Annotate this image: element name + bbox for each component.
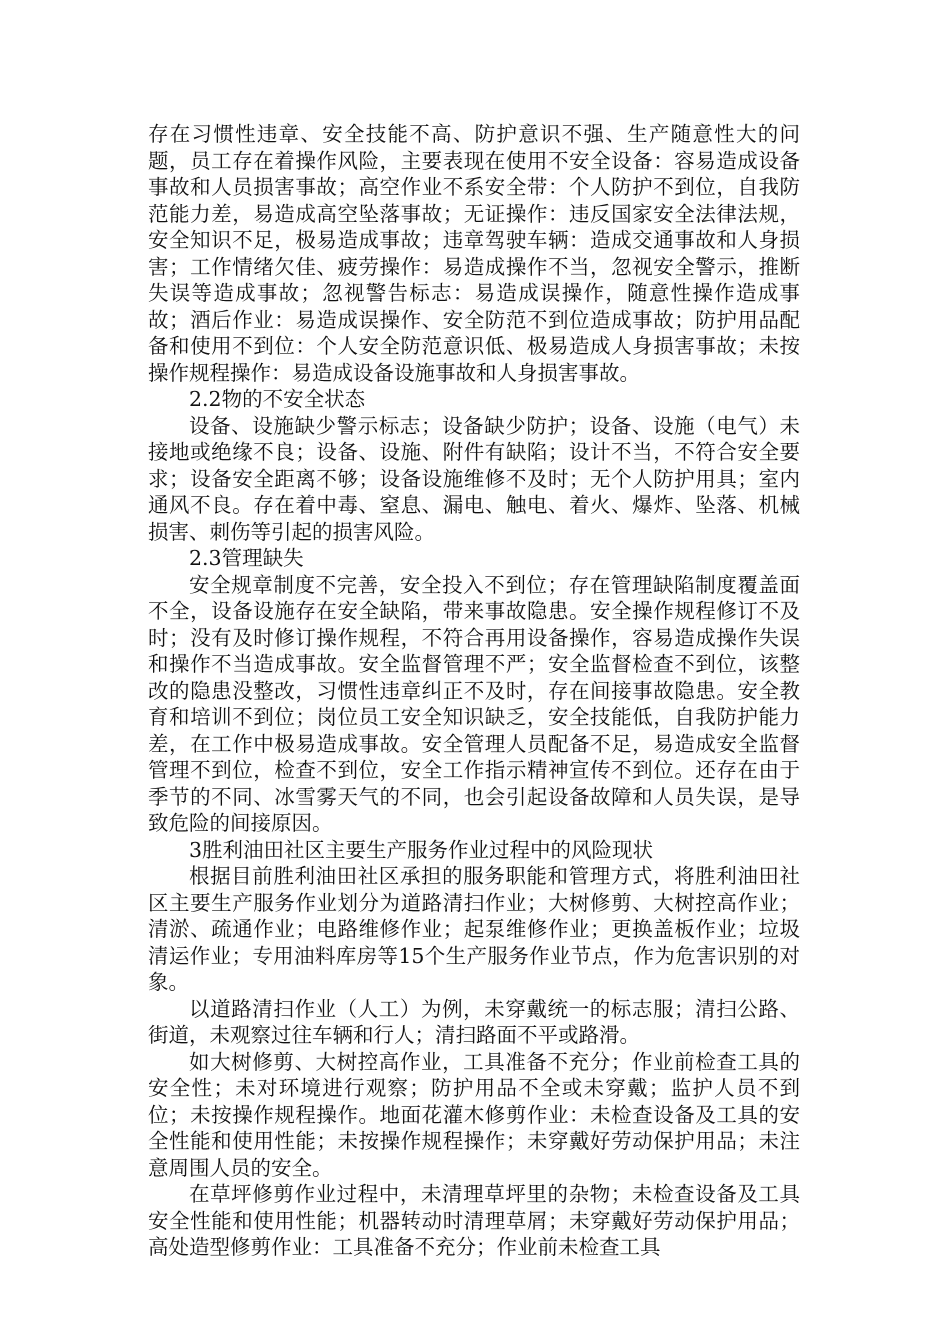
section-heading-2-3: 2.3管理缺失: [189, 546, 304, 570]
paragraph-lawn-mowing: 在草坪修剪作业过程中，未清理草坪里的杂物；未检查设备及工具安全性能和使用性能；机器转动时清理草屑；未穿戴好劳动保护用品；高处造型修剪作业：工具准备不充分；作业前未检查工具: [148, 1182, 800, 1259]
section-heading-3: 3胜利油田社区主要生产服务作业过程中的风险现状: [189, 837, 654, 862]
paragraph-operator-risks: 存在习惯性违章、安全技能不高、防护意识不强、生产随意性大的问题，员工存在着操作风险，主要表现在使用不安全设备：容易造成设备事故和人员损害事故；高空作业不系安全带：个人防护不到位，自我防范能力差，易造成高空坠落事故；无证操作：违反国家安全法律法规，安全知识不足，极易造成事故；违章驾驶车辆：造成交通事故和人身损害；工作情绪欠佳、疲劳操作：易造成操作不当，忽视安全警示，推断失误等造成事故；忽视警告标志：易造成误操作，随意性操作造成事故；酒后作业：易造成误操作、安全防范不到位造成事故；防护用品配备和使用不到位：个人安全防范意识低、极易造成人身损害事故；未按操作规程操作：易造成设备设施事故和人身损害事故。: [148, 122, 800, 385]
paragraph-tree-pruning: 如大树修剪、大树控高作业，工具准备不充分；作业前检查工具的安全性；未对环境进行观察；防护用品不全或未穿戴；监护人员不到位；未按操作规程操作。地面花灌木修剪作业：未检查设备及工具的安全性能和使用性能；未按操作规程操作；未穿戴好劳动保护用品；未注意周围人员的安全。: [148, 1049, 800, 1180]
section-heading-2-2: 2.2物的不安全状态: [189, 387, 366, 411]
paragraph-road-cleaning: 以道路清扫作业（人工）为例，未穿戴统一的标志服；清扫公路、街道，未观察过往车辆和行人；清扫路面不平或路滑。: [148, 996, 800, 1047]
paragraph-unsafe-states: 设备、设施缺少警示标志；设备缺少防护；设备、设施（电气）未接地或绝缘不良；设备、设施、附件有缺陷；设计不当，不符合安全要求；设备安全距离不够；设备设施维修不及时；无个人防护用具；室内通风不良。存在着中毒、窒息、漏电、触电、着火、爆炸、坠落、机械损害、刺伤等引起的损害风险。: [148, 413, 800, 544]
paragraph-service-nodes: 根据目前胜利油田社区承担的服务职能和管理方式，将胜利油田社区主要生产服务作业划分为道路清扫作业；大树修剪、大树控高作业；清淤、疏通作业；电路维修作业；起泵维修作业；更换盖板作业；垃圾清运作业；专用油料库房等15个生产服务作业节点，作为危害识别的对象。: [148, 864, 800, 994]
paragraph-management-gaps: 安全规章制度不完善，安全投入不到位；存在管理缺陷制度覆盖面不全，设备设施存在安全缺陷，带来事故隐患。安全操作规程修订不及时；没有及时修订操作规程，不符合再用设备操作，容易造成操作失误和操作不当造成事故。安全监督管理不严；安全监督检查不到位，该整改的隐患没整改，习惯性违章纠正不及时，存在间接事故隐患。安全教育和培训不到位；岗位员工安全知识缺乏，安全技能低，自我防护能力差，在工作中极易造成事故。安全管理人员配备不足，易造成安全监督管理不到位，检查不到位，安全工作指示精神宣传不到位。还存在由于季节的不同、冰雪雾天气的不同，也会引起设备故障和人员失误，是导致危险的间接原因。: [148, 572, 800, 835]
document-body: [148, 121, 800, 1261]
